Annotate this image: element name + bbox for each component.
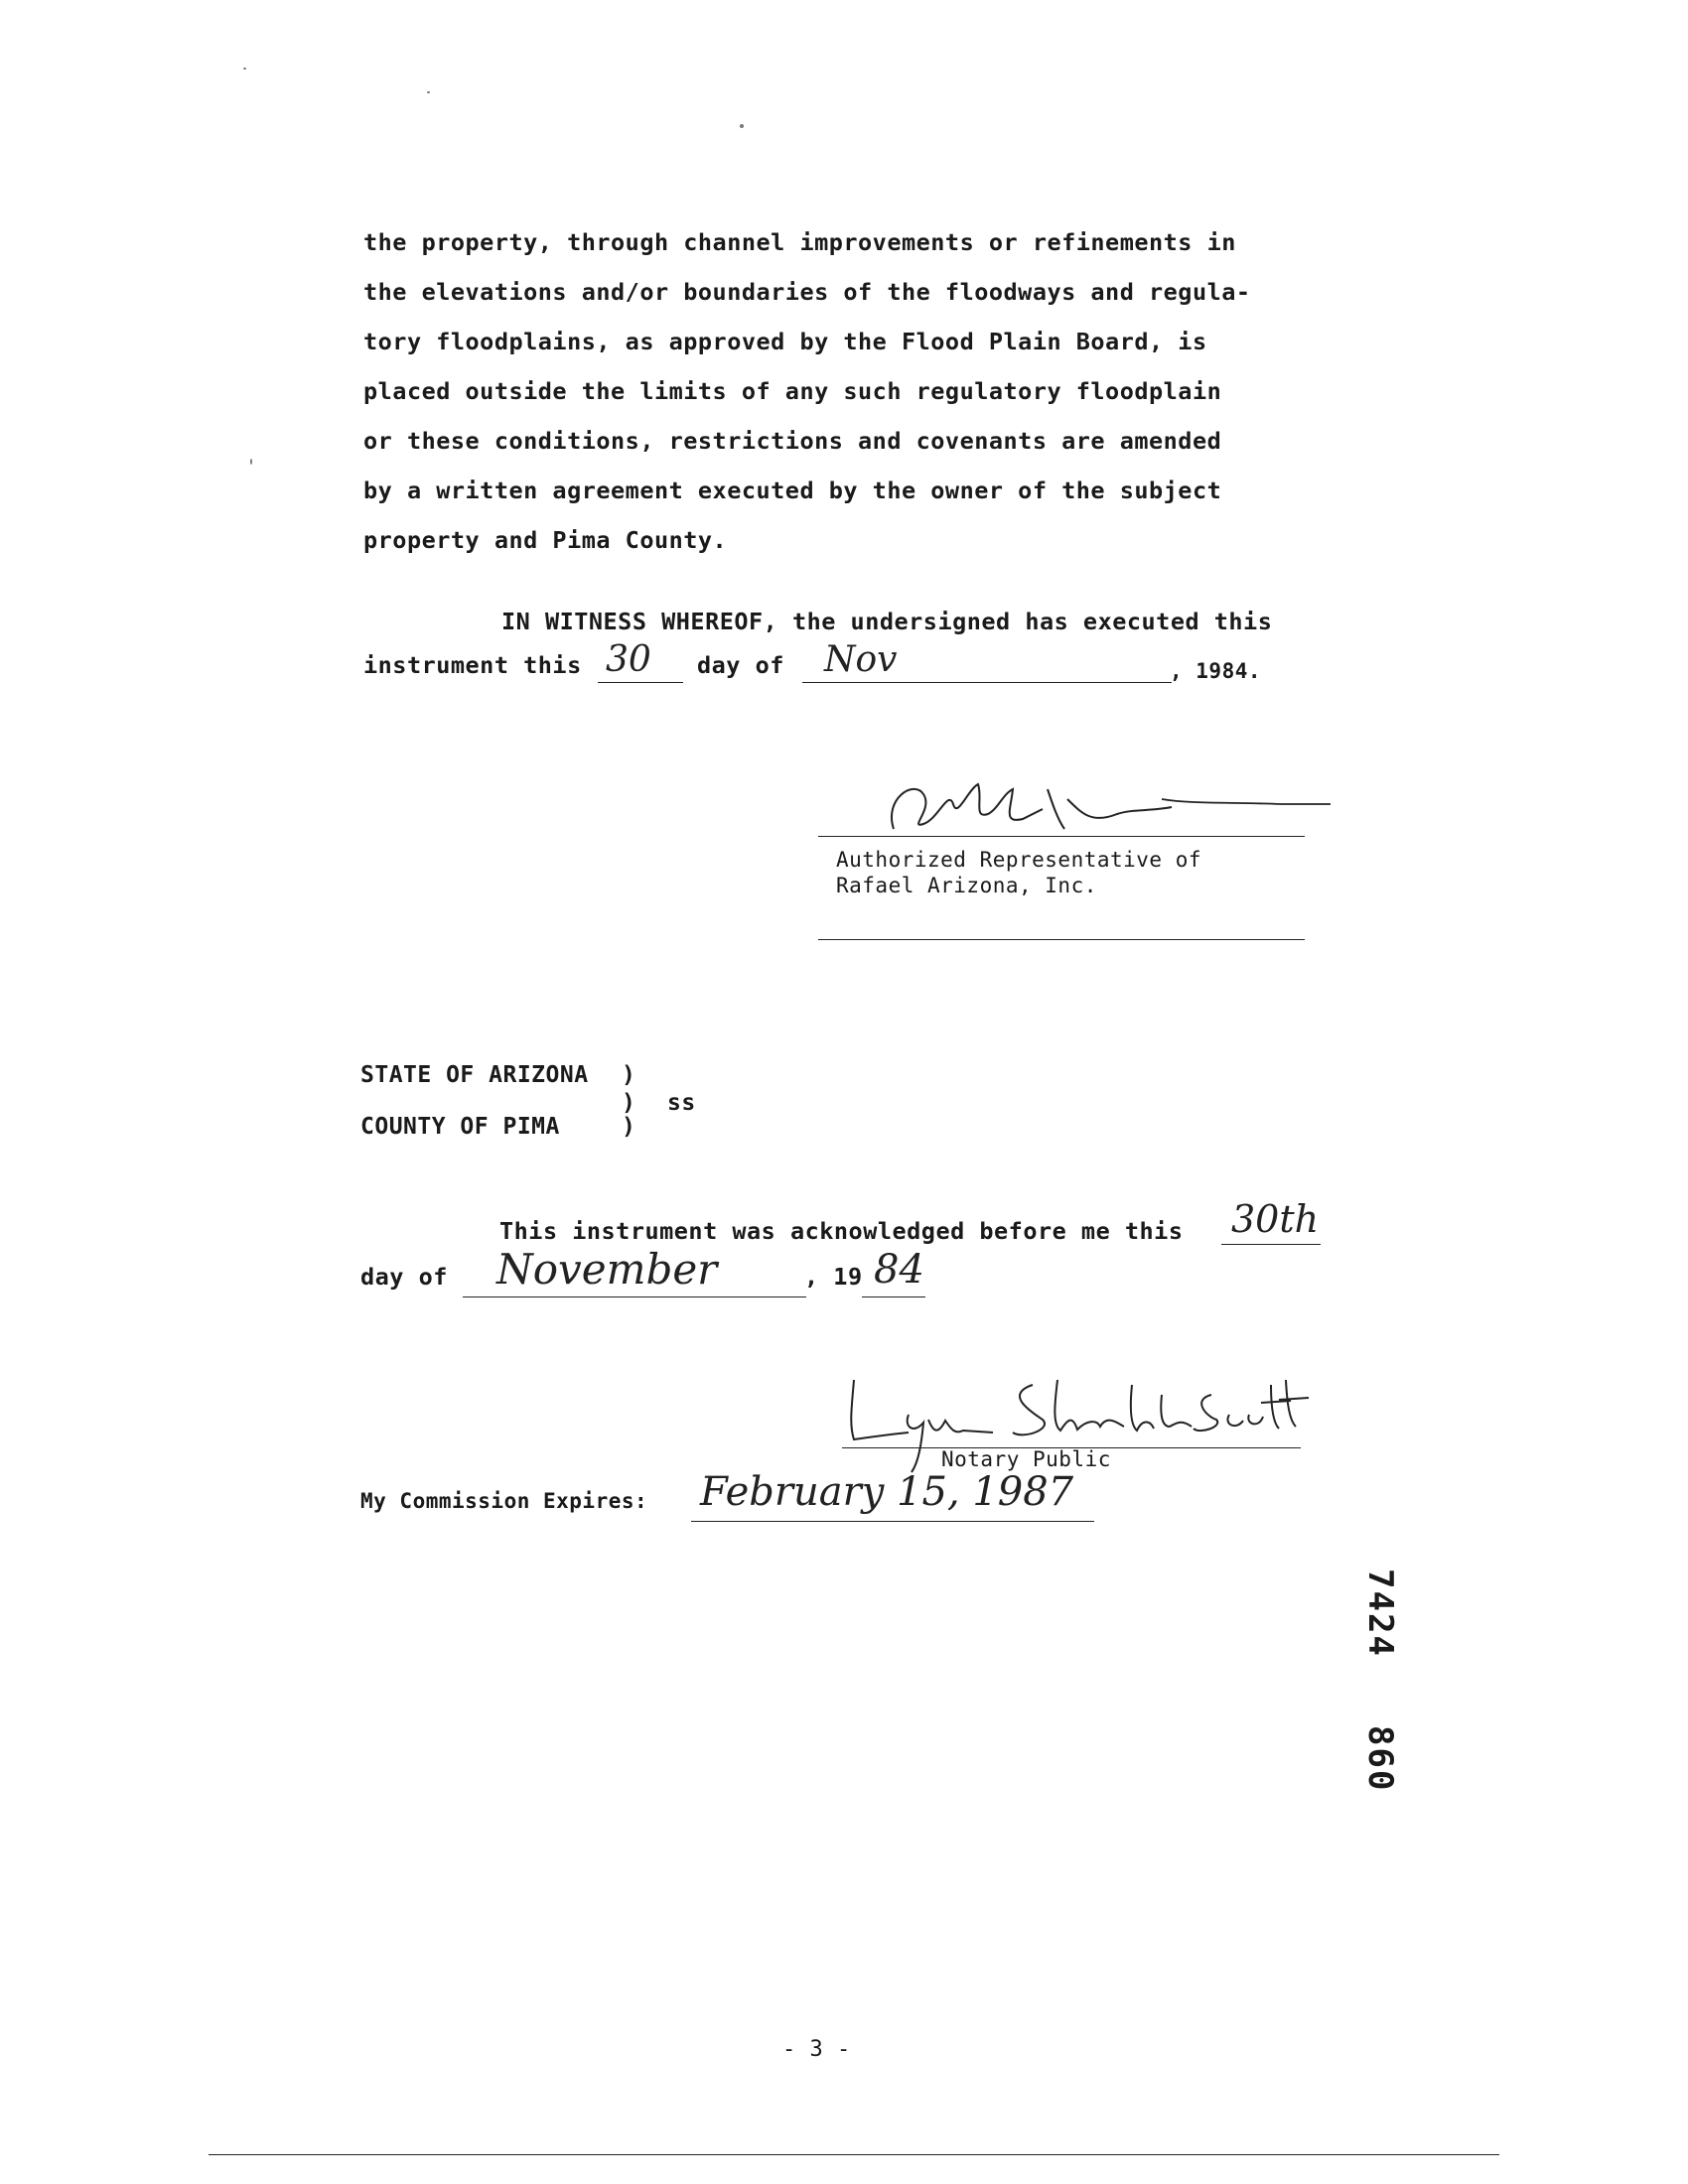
witness-month-handwritten: Nov: [824, 639, 898, 680]
witness-prefix: instrument this: [363, 651, 582, 679]
commission-date-handwritten: February 15, 1987: [700, 1469, 1074, 1515]
acknowledgment-day-line: [1221, 1244, 1321, 1245]
body-line: the property, through channel improvements or refinements in: [363, 228, 1236, 256]
witness-line: IN WITNESS WHEREOF, the undersigned has executed this: [501, 608, 1273, 635]
venue-paren: ): [622, 1062, 636, 1088]
acknowledgment-year-prefix: , 19: [804, 1263, 863, 1291]
acknowledgment-month-handwritten: November: [496, 1245, 718, 1294]
acknowledgment-day-handwritten: 30th: [1231, 1197, 1320, 1241]
venue-state: STATE OF ARIZONA: [360, 1062, 589, 1088]
representative-company: Rafael Arizona, Inc.: [836, 874, 1097, 897]
venue-ss: ss: [667, 1090, 696, 1116]
body-line: property and Pima County.: [363, 526, 728, 554]
witness-day-handwritten: 30: [606, 639, 651, 680]
docket-number: 7424: [1360, 1569, 1400, 1658]
body-line: or these conditions, restrictions and covenants are amended: [363, 427, 1222, 455]
acknowledgment-year-handwritten: 84: [874, 1247, 924, 1293]
acknowledgment-line: This instrument was acknowledged before me this: [499, 1217, 1184, 1245]
commission-date-line: [691, 1521, 1094, 1522]
venue-paren: ): [622, 1090, 636, 1116]
venue-paren: ): [622, 1114, 636, 1140]
page-number: - 3 -: [782, 2037, 851, 2062]
scan-speck: [243, 68, 246, 69]
body-line: placed outside the limits of any such regulatory floodplain: [363, 377, 1222, 405]
acknowledgment-prefix: day of: [360, 1263, 448, 1291]
representative-title: Authorized Representative of: [836, 848, 1202, 872]
witness-year: , 1984.: [1170, 659, 1262, 683]
witness-day-line: [598, 682, 683, 683]
witness-month-line: [802, 682, 1172, 683]
venue-county: COUNTY OF PIMA: [360, 1114, 560, 1140]
scan-speck: [740, 124, 744, 128]
bottom-border-line: [209, 2154, 1499, 2155]
representative-signature: [854, 769, 1350, 849]
body-line: tory floodplains, as approved by the Flood Plain Board, is: [363, 328, 1207, 355]
body-line: by a written agreement executed by the owner of the subject: [363, 477, 1222, 504]
page-stamp-number: 860: [1360, 1725, 1400, 1793]
witness-mid: day of: [697, 651, 784, 679]
second-signature-line: [818, 939, 1305, 940]
representative-signature-line: [818, 836, 1305, 837]
body-line: the elevations and/or boundaries of the floodways and regula-: [363, 278, 1251, 306]
commission-label: My Commission Expires:: [360, 1489, 648, 1513]
scan-speck: [250, 459, 252, 465]
notary-label: Notary Public: [941, 1447, 1111, 1471]
scan-speck: [427, 91, 430, 93]
